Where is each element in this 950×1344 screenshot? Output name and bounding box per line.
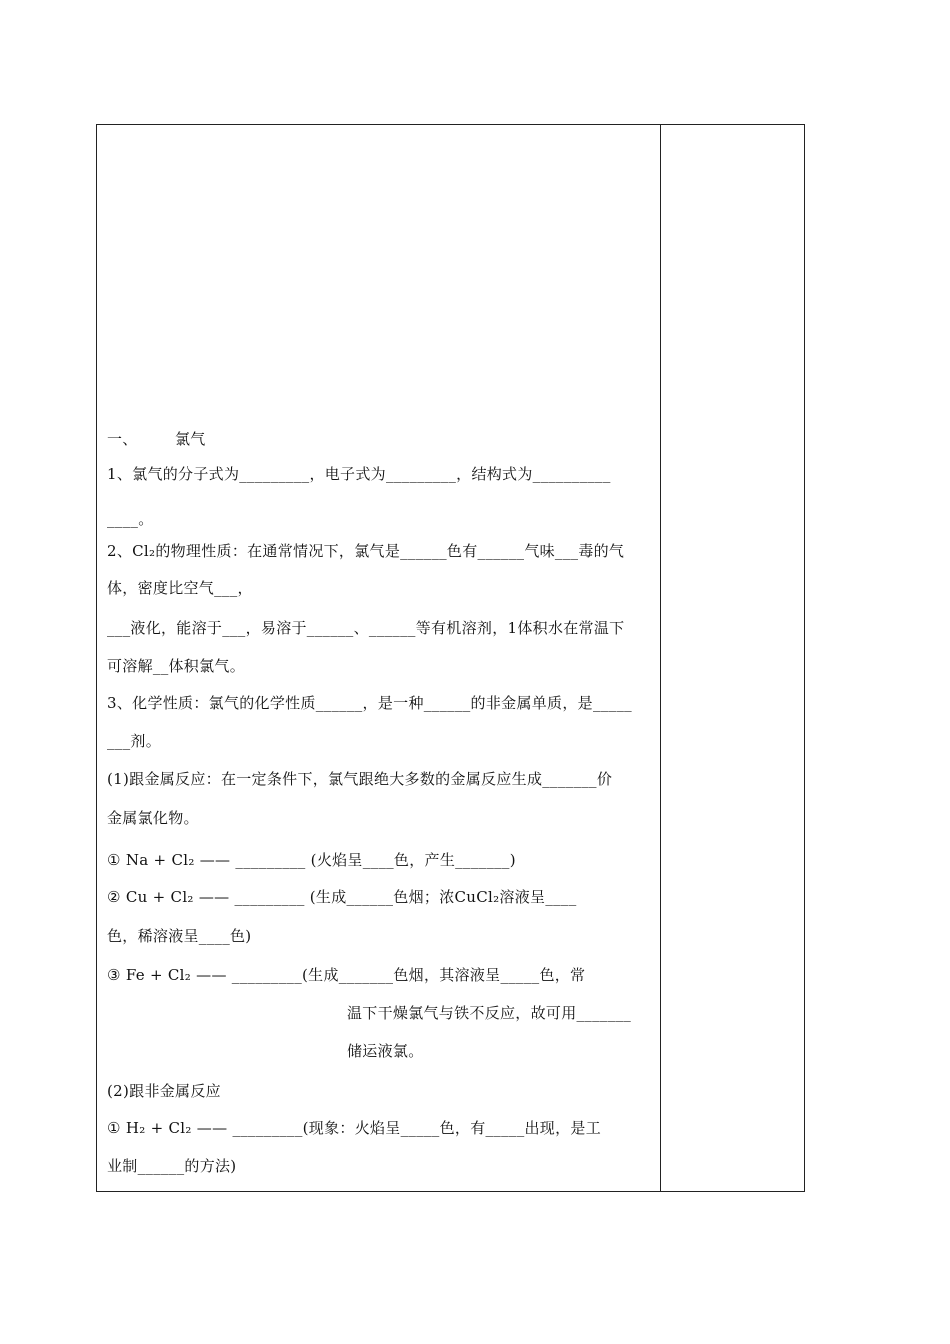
column-divider xyxy=(660,125,661,1191)
question-2-cont: 体，密度比空气___， xyxy=(107,579,253,597)
question-2: 2、Cl₂的物理性质：在通常情况下，氯气是______色有______气味___毒的气 xyxy=(107,542,625,560)
reaction-cu: ② Cu + Cl₂ —— _________ (生成______色烟；浓CuCl₂溶液呈____ xyxy=(107,888,577,906)
reaction-h2-cont: 业制______的方法) xyxy=(107,1157,237,1175)
reaction-h2: ① H₂ + Cl₂ —— _________(现象：火焰呈_____色，有_____出现，是工 xyxy=(107,1119,601,1137)
question-1-cont: ____。 xyxy=(107,510,154,528)
nonmetal-reaction-heading: (2)跟非金属反应 xyxy=(107,1082,221,1100)
question-2-line4: 可溶解__体积氯气。 xyxy=(107,657,246,675)
question-3-cont: ___剂。 xyxy=(107,732,162,750)
section-title: 氯气 xyxy=(175,430,206,448)
section-heading xyxy=(107,429,206,449)
section-number: 一、 xyxy=(107,430,138,448)
worksheet-table xyxy=(96,124,805,1192)
reaction-fe: ③ Fe + Cl₂ —— _________(生成_______色烟，其溶液呈_____色，常 xyxy=(107,966,586,984)
metal-reaction-heading: (1)跟金属反应：在一定条件下，氯气跟绝大多数的金属反应生成_______价 xyxy=(107,770,613,788)
question-2-line3: ___液化，能溶于___，易溶于______、______等有机溶剂，1体积水在常温下 xyxy=(107,619,625,637)
question-1: 1、氯气的分子式为_________，电子式为_________，结构式为__________ xyxy=(107,465,611,483)
question-3: 3、化学性质：氯气的化学性质______，是一种______的非金属单质，是_____ xyxy=(107,694,632,712)
reaction-fe-line3: 储运液氯。 xyxy=(347,1042,424,1060)
metal-reaction-heading-cont: 金属氯化物。 xyxy=(107,809,199,827)
reaction-fe-cont: 温下干燥氯气与铁不反应，故可用_______ xyxy=(347,1004,632,1022)
reaction-cu-cont: 色，稀溶液呈____色) xyxy=(107,927,252,945)
reaction-na: ① Na + Cl₂ —— _________ (火焰呈____色，产生_______) xyxy=(107,851,516,869)
